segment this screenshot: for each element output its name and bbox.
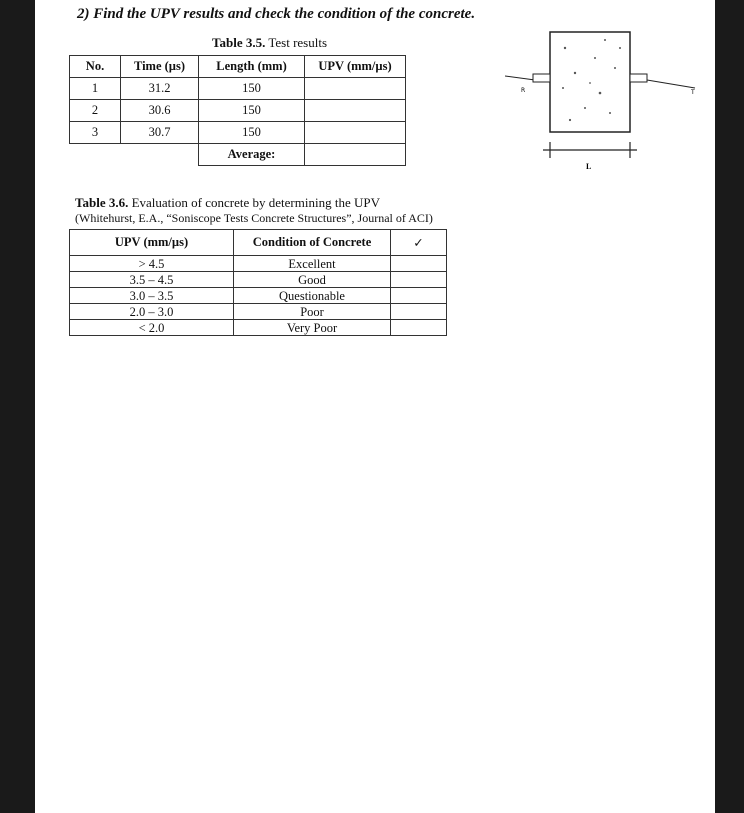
blank-cell (121, 144, 199, 166)
cell-check-input[interactable] (391, 320, 447, 336)
document-page (35, 0, 715, 813)
blank-cell (70, 144, 121, 166)
cell-length: 150 (199, 100, 305, 122)
cell-upv-range: 3.5 – 4.5 (70, 272, 234, 288)
cell-condition: Poor (234, 304, 391, 320)
table-header-row (70, 56, 406, 78)
cell-length: 150 (199, 78, 305, 100)
test-results-table (69, 55, 406, 166)
cell-upv-input[interactable] (305, 100, 406, 122)
table35-caption (212, 35, 327, 51)
cell-check-input[interactable] (391, 272, 447, 288)
concrete-evaluation-table (69, 229, 447, 336)
cell-no: 3 (70, 122, 121, 144)
table-row (70, 256, 447, 272)
average-label: Average: (199, 144, 305, 166)
table-row (70, 78, 406, 100)
header-no: No. (70, 56, 121, 78)
cell-upv-input[interactable] (305, 122, 406, 144)
receiver-label: R (521, 87, 526, 94)
header-length: Length (mm) (199, 56, 305, 78)
header-checkmark: ✓ (391, 230, 447, 256)
cell-upv-range: < 2.0 (70, 320, 234, 336)
table-row (70, 320, 447, 336)
cell-condition: Good (234, 272, 391, 288)
cell-condition: Questionable (234, 288, 391, 304)
receiver-cable (505, 76, 535, 80)
header-upv-range: UPV (mm/µs) (70, 230, 234, 256)
transmitter-cable (647, 80, 695, 88)
table36-caption-text: Evaluation of concrete by determining the UPV (128, 195, 380, 210)
transmitter-transducer (630, 74, 647, 82)
table36-caption (75, 195, 380, 211)
cell-time: 31.2 (121, 78, 199, 100)
aggregate-dots (562, 39, 621, 121)
table36-source: (Whitehurst, E.A., “Soniscope Tests Concrete Structures”, Journal of ACI) (75, 211, 433, 225)
table36-caption-label: Table 3.6. (75, 195, 129, 210)
header-condition: Condition of Concrete (234, 230, 391, 256)
receiver-transducer (533, 74, 550, 82)
table-header-row (70, 230, 447, 256)
transmitter-label: T (691, 89, 695, 96)
table35-caption-text: Test results (265, 35, 328, 50)
cell-time: 30.7 (121, 122, 199, 144)
length-label: L (586, 162, 592, 171)
cell-check-input[interactable] (391, 288, 447, 304)
cell-condition: Very Poor (234, 320, 391, 336)
cell-time: 30.6 (121, 100, 199, 122)
average-value-input[interactable] (305, 144, 406, 166)
header-time: Time (µs) (121, 56, 199, 78)
cell-upv-range: 3.0 – 3.5 (70, 288, 234, 304)
table-row (70, 288, 447, 304)
cell-upv-input[interactable] (305, 78, 406, 100)
question-heading: 2) Find the UPV results and check the condition of the concrete. (77, 6, 476, 22)
average-row (70, 144, 406, 166)
table-row (70, 272, 447, 288)
table-row (70, 100, 406, 122)
cell-condition: Excellent (234, 256, 391, 272)
cell-check-input[interactable] (391, 256, 447, 272)
cell-upv-range: 2.0 – 3.0 (70, 304, 234, 320)
upv-test-diagram (505, 28, 705, 178)
cell-length: 150 (199, 122, 305, 144)
cell-check-input[interactable] (391, 304, 447, 320)
cell-upv-range: > 4.5 (70, 256, 234, 272)
cell-no: 2 (70, 100, 121, 122)
header-upv: UPV (mm/µs) (305, 56, 406, 78)
table-row (70, 122, 406, 144)
cell-no: 1 (70, 78, 121, 100)
table35-caption-label: Table 3.5. (212, 35, 266, 50)
table-row (70, 304, 447, 320)
concrete-specimen (550, 32, 630, 132)
